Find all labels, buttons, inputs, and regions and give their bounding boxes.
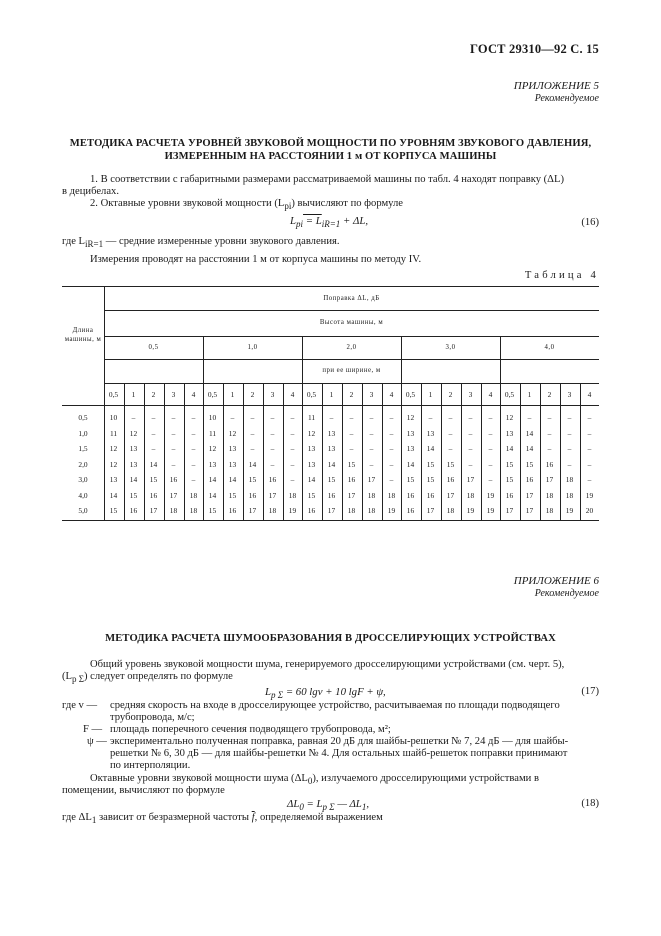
- table-cell: 17: [347, 490, 356, 500]
- table-cell: –: [290, 459, 295, 469]
- table-cell: 17: [367, 475, 376, 484]
- table-cell: 12: [406, 413, 415, 422]
- table-cell: –: [349, 428, 354, 438]
- table-cell: 10: [208, 413, 217, 422]
- table-cell: –: [230, 413, 235, 422]
- table-cell: 18: [347, 506, 356, 515]
- table-cell: 17: [149, 506, 158, 515]
- table-cell: 17: [545, 475, 554, 484]
- table-cell: –: [290, 413, 295, 422]
- table-cell: 18: [545, 506, 554, 515]
- table-cell: –: [587, 475, 592, 484]
- appendix-6-label: ПРИЛОЖЕНИЕ 6: [513, 575, 599, 587]
- table-cell: 15: [149, 475, 158, 484]
- table-cell: 16: [307, 506, 316, 515]
- table-cell: 15: [307, 490, 316, 500]
- table-cell: 19: [387, 506, 396, 515]
- height-col: 2,0: [346, 344, 357, 351]
- table-cell: 19: [565, 506, 574, 515]
- table-cell: 13: [208, 459, 217, 469]
- table-cell: 15: [446, 459, 455, 469]
- psi-symbol: ψ —: [87, 736, 107, 747]
- table-cell: –: [468, 444, 473, 453]
- table-cell: –: [191, 444, 196, 453]
- table-cell: 15: [327, 475, 336, 484]
- table-cell: 19: [486, 506, 495, 515]
- formula-16: $L_{pi} = L_{iR=1} + \Delta L$,: [290, 215, 369, 230]
- width-col-label: 0,5: [405, 390, 416, 399]
- table-cell: 13: [307, 459, 316, 469]
- table-row-label: 1,0: [78, 428, 88, 438]
- table-cell: –: [567, 413, 572, 422]
- table-row-label: 2,0: [78, 459, 88, 469]
- table-cell: –: [171, 444, 176, 453]
- table-cell: –: [151, 428, 156, 438]
- table-cell: –: [369, 459, 374, 469]
- table-cell: 19: [466, 506, 475, 515]
- width-col-label: 4: [488, 390, 493, 399]
- appendix-6-recommended: Рекомендуемое: [534, 588, 599, 599]
- table-cell: 12: [307, 428, 316, 438]
- table-cell: 13: [327, 428, 336, 438]
- table-cell: –: [587, 413, 592, 422]
- table-height-header: Высота машины, м: [319, 319, 384, 326]
- table-cell: –: [171, 413, 176, 422]
- table-cell: 18: [367, 490, 376, 500]
- table-cell: 15: [426, 459, 435, 469]
- paragraph-1-cont: в децибелах.: [62, 186, 119, 197]
- table-cell: –: [389, 413, 394, 422]
- width-col-label: 1: [329, 390, 334, 399]
- table-cell: 18: [288, 490, 297, 500]
- table-cell: 17: [525, 490, 534, 500]
- table-cell: 16: [129, 506, 138, 515]
- width-col-label: 0,5: [108, 390, 119, 399]
- width-col-label: 4: [389, 390, 394, 399]
- document-header: ГОСТ 29310—92 С. 15: [470, 42, 599, 56]
- psi-definition-cont: решетки № 6, 30 дБ — для шайбы-решетки № 4. Для остальных шайб-решеток поправки принимают: [110, 748, 568, 759]
- table-cell: –: [369, 413, 374, 422]
- width-col-label: 2: [547, 390, 552, 399]
- width-col-label: 4: [587, 390, 592, 399]
- table-cell: –: [290, 444, 295, 453]
- table-cell: 13: [228, 444, 237, 453]
- formula-17: $L_{p \Sigma} = 60$ lgv + 10 lgF + ψ,: [265, 686, 386, 701]
- table-cell: 13: [426, 428, 435, 438]
- table-cell: –: [488, 475, 493, 484]
- table-cell: –: [448, 428, 453, 438]
- table-cell: 15: [109, 506, 118, 515]
- table-cell: –: [270, 413, 275, 422]
- table-cell: 13: [406, 444, 415, 453]
- table-cell: 19: [585, 490, 594, 500]
- width-col-label: 0,5: [306, 390, 317, 399]
- width-col-label: 1: [527, 390, 532, 399]
- table-cell: –: [250, 413, 255, 422]
- table-cell: –: [151, 444, 156, 453]
- paragraph-1: 1. В соответствии с габаритными размерами рассматриваемой машины по табл. 4 находят поправку (ΔL): [90, 174, 564, 185]
- appendix-5-recommended: Рекомендуемое: [534, 93, 599, 104]
- table-cell: –: [171, 459, 176, 469]
- height-col: 1,0: [247, 344, 258, 351]
- table-cell: –: [151, 413, 156, 422]
- table-caption: Таблица 4: [524, 270, 599, 281]
- table-cell: –: [587, 444, 592, 453]
- table-cell: –: [369, 428, 374, 438]
- table-cell: –: [369, 444, 374, 453]
- table-row-label: 4,0: [78, 490, 88, 500]
- table-cell: –: [448, 444, 453, 453]
- table-cell: 13: [327, 444, 336, 453]
- table-cell: 14: [327, 459, 336, 469]
- table-cell: 13: [406, 428, 415, 438]
- table-cell: –: [389, 475, 394, 484]
- equation-number-16: (16): [581, 217, 599, 228]
- table-cell: –: [488, 444, 493, 453]
- table-cell: 14: [426, 444, 435, 453]
- table-cell: –: [191, 459, 196, 469]
- table-cell: 13: [505, 428, 514, 438]
- table-cell: 14: [248, 459, 257, 469]
- table-cell: –: [171, 428, 176, 438]
- paragraph-2: 2. Октавные уровни звуковой мощности $(L_{pi})$ вычисляют по формуле: [90, 198, 404, 212]
- table-cell: –: [191, 475, 196, 484]
- table-cell: 12: [505, 413, 514, 422]
- paragraph-3: Измерения проводят на расстоянии 1 м от корпуса машины по методу IV.: [90, 254, 422, 265]
- width-col-label: 2: [250, 390, 255, 399]
- table-cell: –: [567, 444, 572, 453]
- table-cell: 13: [228, 459, 237, 469]
- table-cell: 12: [109, 459, 118, 469]
- width-col-label: 3: [369, 390, 374, 399]
- table-cell: 18: [189, 490, 198, 500]
- table-cell: 17: [505, 506, 514, 515]
- width-col-label: 3: [567, 390, 572, 399]
- s2-last-line: где $\Delta L_1$ зависит от безразмерной частоты $\overline{f}$, определяемой выражением: [62, 812, 383, 826]
- table-cell: 16: [149, 490, 158, 500]
- table-cell: 15: [505, 459, 514, 469]
- table-cell: 16: [268, 475, 277, 484]
- width-col-label: 1: [428, 390, 433, 399]
- table-cell: 14: [129, 475, 138, 484]
- table-cell: 15: [426, 475, 435, 484]
- table-cell: 14: [505, 444, 514, 453]
- table-cell: 15: [129, 490, 138, 500]
- table-cell: 15: [248, 475, 257, 484]
- table-cell: 16: [169, 475, 178, 484]
- table-cell: 16: [525, 475, 534, 484]
- table-cell: –: [191, 428, 196, 438]
- width-col-label: 2: [151, 390, 156, 399]
- table-cell: 18: [565, 475, 574, 484]
- table-cell: –: [468, 413, 473, 422]
- table-cell: –: [389, 428, 394, 438]
- table-cell: –: [349, 413, 354, 422]
- table-cell: 19: [288, 506, 297, 515]
- table-cell: 11: [109, 428, 118, 438]
- table-cell: –: [468, 459, 473, 469]
- table-cell: –: [448, 413, 453, 422]
- table-cell: 16: [327, 490, 336, 500]
- table-cell: –: [567, 459, 572, 469]
- table-cell: 11: [208, 428, 217, 438]
- section-2-title: МЕТОДИКА РАСЧЕТА ШУМООБРАЗОВАНИЯ В ДРОССЕЛИРУЮЩИХ УСТРОЙСТВАХ: [105, 633, 556, 644]
- table-cell: 10: [109, 413, 118, 422]
- table-row-label: 0,5: [78, 413, 88, 422]
- table-cell: –: [488, 428, 493, 438]
- table-cell: 15: [228, 490, 237, 500]
- table-cell: –: [270, 459, 275, 469]
- table-cell: 18: [367, 506, 376, 515]
- table-cell: 16: [545, 459, 554, 469]
- width-col-label: 2: [448, 390, 453, 399]
- v-symbol: где v —: [62, 700, 98, 711]
- equation-number-17: (17): [581, 686, 599, 697]
- table-cell: –: [428, 413, 433, 422]
- table-cell: 16: [406, 506, 415, 515]
- width-col-label: 4: [191, 390, 196, 399]
- table-cell: 12: [228, 428, 237, 438]
- table-cell: 13: [129, 444, 138, 453]
- s2-paragraph-2: Октавные уровни звуковой мощности шума $(\Delta L_0)$, излучаемого дросселирующими устройствами в: [90, 773, 539, 787]
- psi-definition-cont2: по интерполяции.: [110, 760, 191, 771]
- table-cell: 14: [307, 475, 316, 484]
- equation-number-18: (18): [581, 798, 599, 809]
- table-cell: 18: [189, 506, 198, 515]
- table-cell: 11: [307, 413, 316, 422]
- table-cell: 15: [208, 506, 217, 515]
- table-cell: –: [488, 413, 493, 422]
- table-cell: 12: [208, 444, 217, 453]
- v-definition: средняя скорость на входе в дросселирующее устройство, расчитываемая по площади подводящего: [110, 700, 560, 711]
- table-row-label: 5,0: [78, 506, 88, 515]
- table-cell: 15: [406, 475, 415, 484]
- table-cell: 17: [327, 506, 336, 515]
- table-cell: 16: [406, 490, 415, 500]
- height-col: 3,0: [445, 344, 456, 351]
- width-col-label: 3: [270, 390, 275, 399]
- table-cell: –: [527, 413, 532, 422]
- table-cell: 12: [129, 428, 138, 438]
- table-cell: 16: [228, 506, 237, 515]
- table-cell: –: [349, 444, 354, 453]
- table-cell: 15: [347, 459, 356, 469]
- width-col-label: 2: [349, 390, 354, 399]
- table-cell: 17: [248, 506, 257, 515]
- width-col-label: 1: [230, 390, 235, 399]
- table-cell: 16: [347, 475, 356, 484]
- table-cell: 14: [149, 459, 158, 469]
- table-cell: –: [587, 459, 592, 469]
- table-cell: 14: [406, 459, 415, 469]
- table-cell: 14: [228, 475, 237, 484]
- height-col: 0,5: [148, 344, 159, 351]
- table-cell: 14: [109, 490, 118, 500]
- width-col-label: 3: [468, 390, 473, 399]
- table-cell: –: [270, 444, 275, 453]
- table-cell: –: [329, 413, 334, 422]
- f-definition: площадь поперечного сечения подводящего трубопровода, м²;: [110, 724, 391, 735]
- table-cell: 17: [466, 475, 475, 484]
- table-cell: –: [250, 444, 255, 453]
- table-cell: 16: [248, 490, 257, 500]
- section-1-title-line2: ИЗМЕРЕННЫМ НА РАССТОЯНИИ 1 м ОТ КОРПУСА МАШИНЫ: [164, 151, 497, 162]
- table-cell: –: [389, 459, 394, 469]
- table-cell: –: [547, 413, 552, 422]
- table-cell: 18: [268, 506, 277, 515]
- table-cell: 12: [109, 444, 118, 453]
- table-cell: 14: [525, 428, 534, 438]
- table-cell: 18: [545, 490, 554, 500]
- table-cell: 17: [525, 506, 534, 515]
- s2-paragraph-1: Общий уровень звуковой мощности шума, генерируемого дросселирующими устройствами (см. черт. 5),: [90, 659, 565, 670]
- table-cell: 16: [505, 490, 514, 500]
- table-cell: 18: [387, 490, 396, 500]
- table-cell: –: [270, 428, 275, 438]
- table-cell: 19: [486, 490, 495, 500]
- table-cell: 18: [565, 490, 574, 500]
- psi-definition: экспериментально полученная поправка, равная 20 дБ для шайбы-решетки № 7, 24 дБ — для шайбы-: [110, 736, 569, 747]
- table-cell: 14: [208, 490, 217, 500]
- section-1-title-line1: МЕТОДИКА РАСЧЕТА УРОВНЕЙ ЗВУКОВОЙ МОЩНОСТИ ПО УРОВНЯМ ЗВУКОВОГО ДАВЛЕНИЯ,: [69, 138, 592, 149]
- table-row-label: 1,5: [78, 444, 88, 453]
- width-col-label: 4: [290, 390, 295, 399]
- formula-18: $\Delta L_0 = L_{p \Sigma}$ — $\Delta L_1$,: [287, 798, 370, 813]
- table-cell: 18: [446, 506, 455, 515]
- table-cell: 17: [268, 490, 277, 500]
- where-clause: где $L_{iR=1}$ — средние измеренные уровни звукового давления.: [62, 236, 340, 250]
- s2-paragraph-1-cont: $(L_{p \Sigma})$ следует определять по формуле: [62, 671, 233, 685]
- table-cell: 15: [505, 475, 514, 484]
- table-cell: 13: [129, 459, 138, 469]
- table-width-header: при ее ширине, м: [322, 367, 381, 374]
- table-cell: –: [191, 413, 196, 422]
- table-cell: –: [468, 428, 473, 438]
- table-cell: 14: [525, 444, 534, 453]
- table-cell: –: [488, 459, 493, 469]
- table-cell: 17: [426, 506, 435, 515]
- width-col-label: 3: [171, 390, 176, 399]
- table-cell: 13: [109, 475, 118, 484]
- table-cell: –: [290, 475, 295, 484]
- table-stub-header: Длина машины, м: [64, 327, 102, 343]
- table-cell: –: [547, 428, 552, 438]
- table-cell: –: [290, 428, 295, 438]
- s2-paragraph-2-cont: помещении, вычисляют по формуле: [62, 785, 225, 796]
- table-cell: 20: [585, 506, 594, 515]
- table-cell: 15: [525, 459, 534, 469]
- f-symbol: F —: [83, 724, 103, 735]
- width-col-label: 0,5: [504, 390, 515, 399]
- width-col-label: 0,5: [207, 390, 218, 399]
- table-cell: 18: [466, 490, 475, 500]
- appendix-5-label: ПРИЛОЖЕНИЕ 5: [513, 80, 599, 92]
- table-cell: 18: [169, 506, 178, 515]
- table-cell: –: [389, 444, 394, 453]
- table-cell: –: [547, 444, 552, 453]
- table-cell: –: [587, 428, 592, 438]
- table-cell: –: [567, 428, 572, 438]
- table-correction-header: Поправка ΔL, дБ: [323, 295, 380, 302]
- width-col-label: 1: [131, 390, 136, 399]
- v-definition-cont: трубопровода, м/с;: [110, 712, 195, 723]
- table-cell: –: [131, 413, 136, 422]
- table-cell: 14: [208, 475, 217, 484]
- table-cell: –: [250, 428, 255, 438]
- height-col: 4,0: [544, 344, 555, 351]
- table-cell: 17: [446, 490, 455, 500]
- table-cell: 16: [426, 490, 435, 500]
- table-cell: 16: [446, 475, 455, 484]
- table-cell: 13: [307, 444, 316, 453]
- table-row-label: 3,0: [78, 475, 88, 484]
- table-cell: 17: [169, 490, 178, 500]
